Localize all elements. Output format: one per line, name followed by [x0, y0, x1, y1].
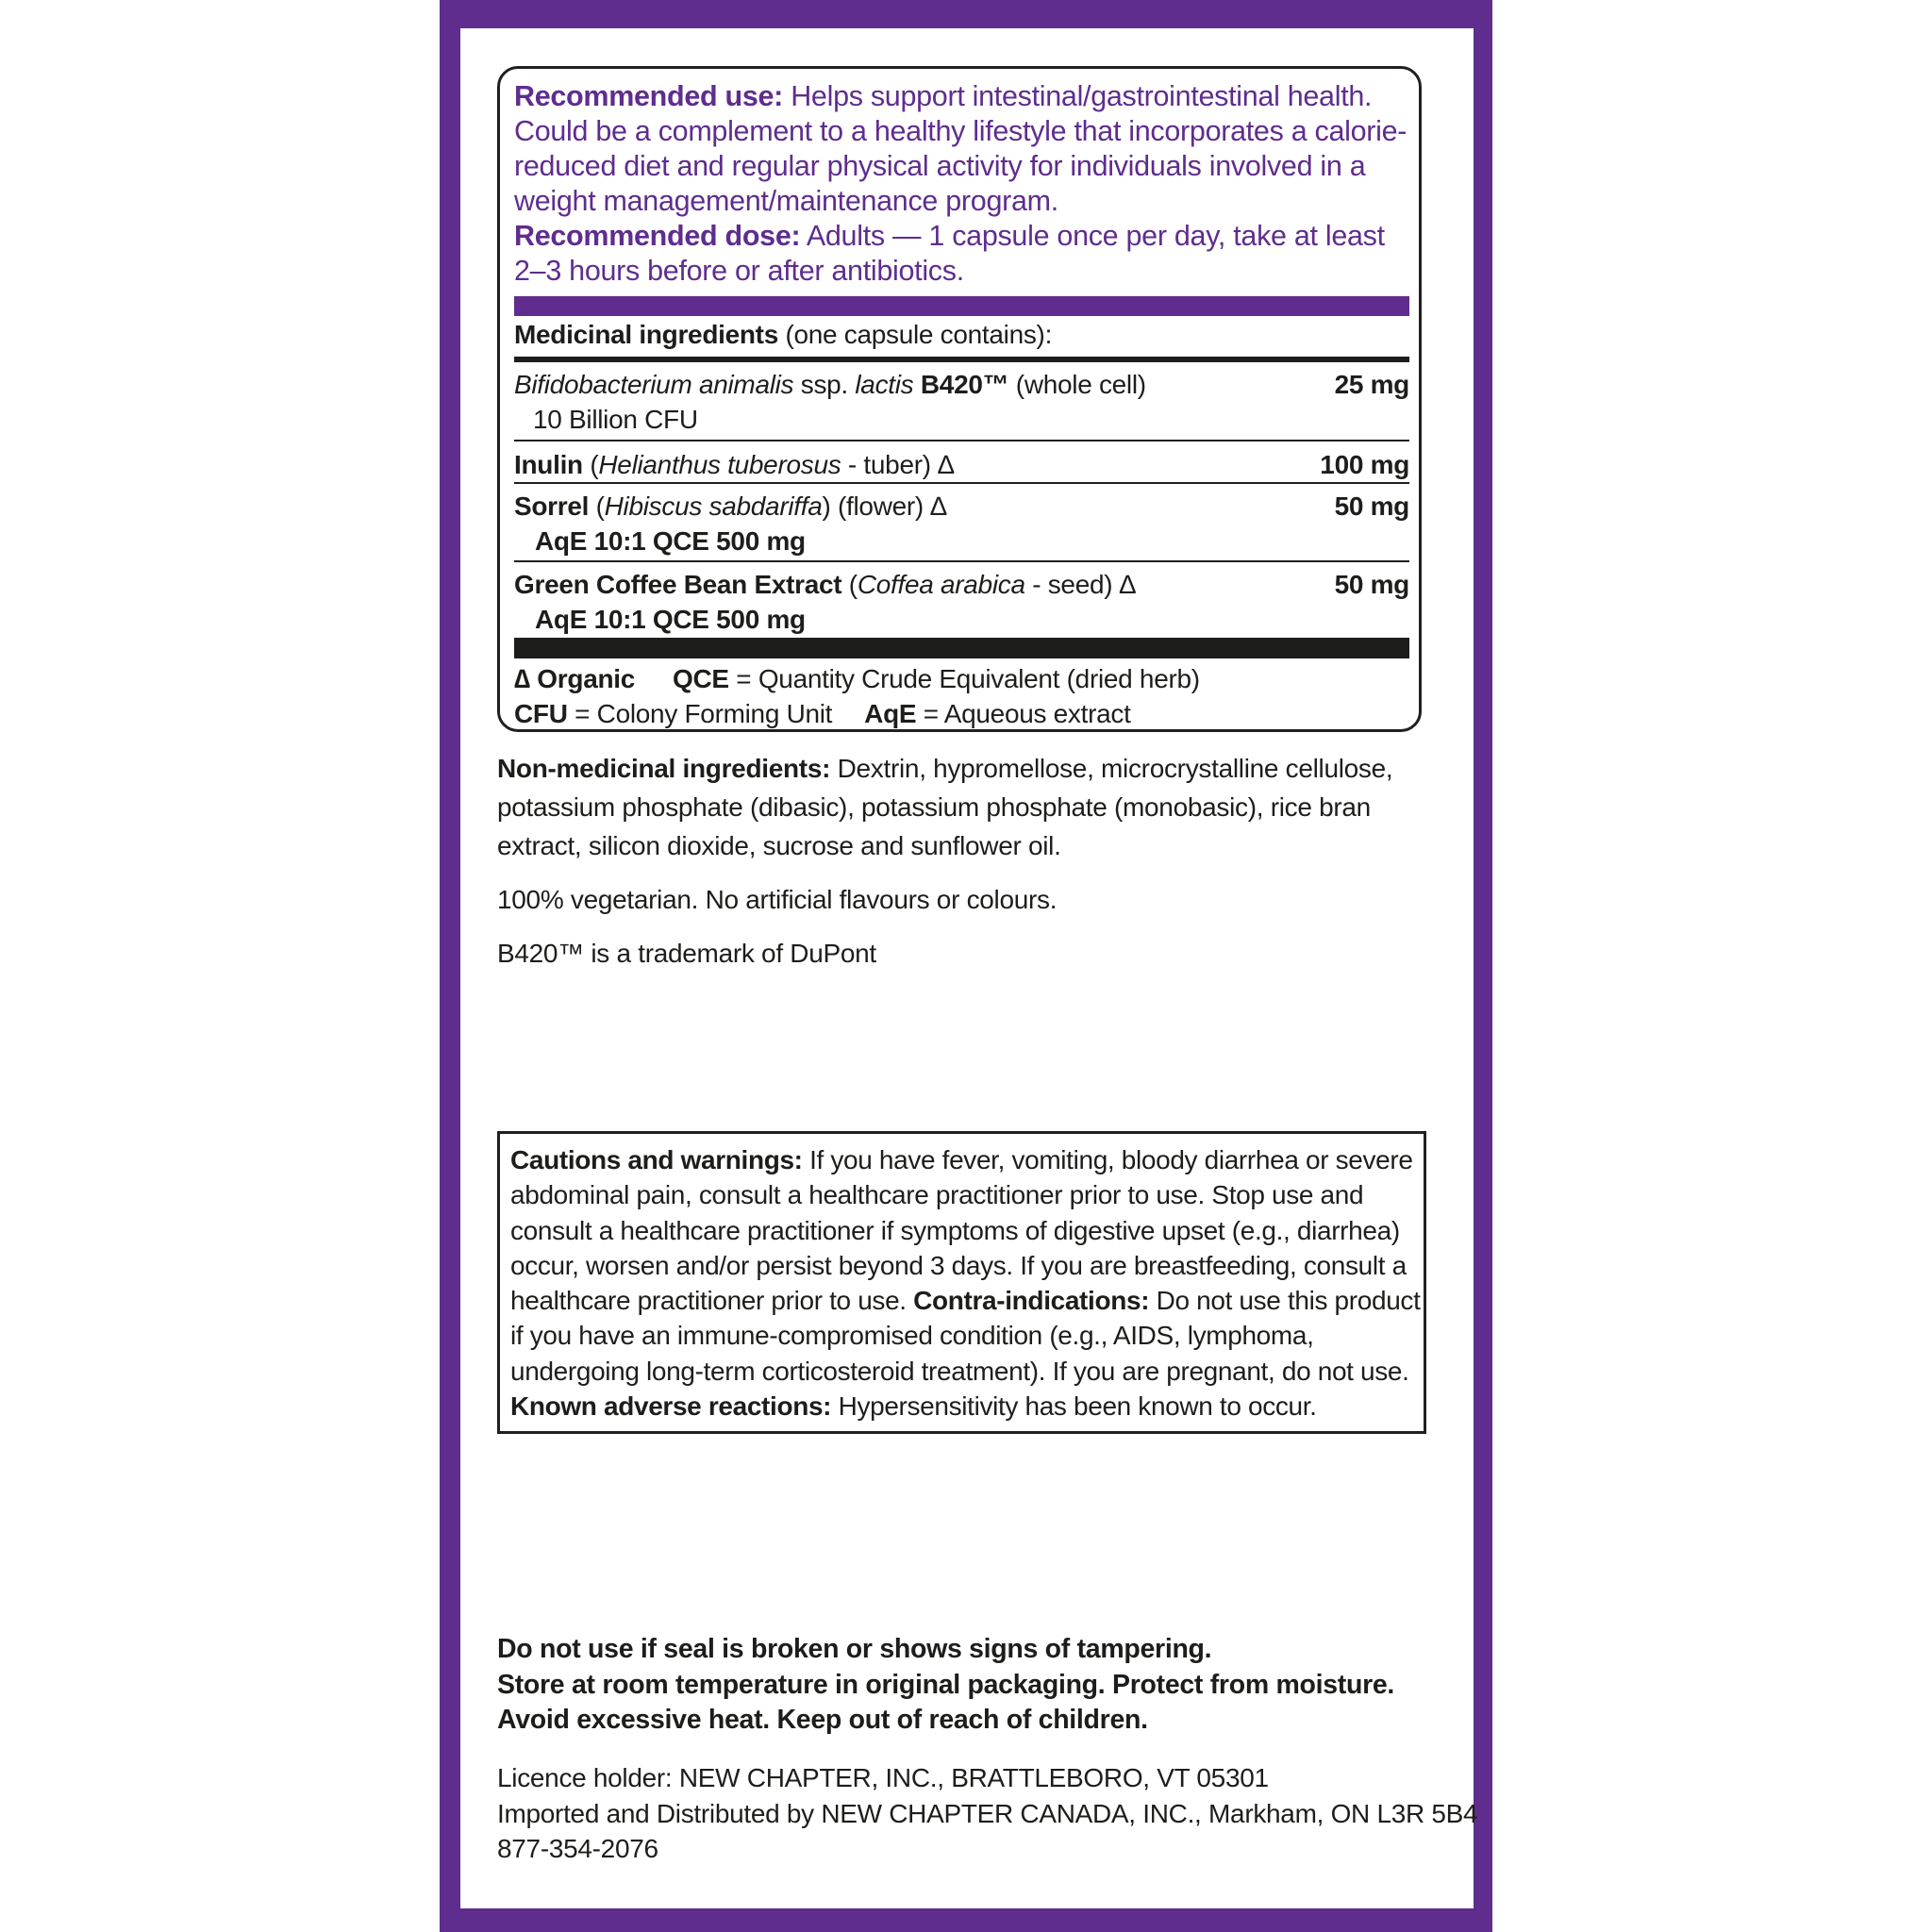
ingredient-name-bold: B420™	[913, 370, 1009, 399]
recommended-use-text: Helps support intestinal/gastrointestinal health. Could be a complement to a healthy lifestyle that incorporates a calorie-reduced diet and regular physical activity for individuals involved in a weight management/maintenance program.	[514, 80, 1407, 217]
legend-qce-text: = Quantity Crude Equivalent (dried herb)	[728, 664, 1200, 693]
non-medicinal-label: Non-medicinal ingredients:	[497, 754, 831, 783]
row-divider	[514, 560, 1409, 562]
recommended-dose-label: Recommended dose:	[514, 220, 801, 252]
non-medicinal-ingredients	[497, 749, 1431, 865]
phone-number: 877-354-2076	[497, 1834, 658, 1863]
ingredient-sub: AqE 10:1 QCE 500 mg	[535, 605, 806, 634]
recommended-dose-text: Adults — 1 capsule once per day, take at least 2–3 hours before or after antibiotics.	[514, 220, 1385, 287]
legend-line-2	[514, 696, 1131, 731]
storage-line: Avoid excessive heat. Keep out of reach of children.	[497, 1705, 1148, 1735]
contra-indications-label: Contra-indications:	[913, 1286, 1150, 1316]
ingredient-amount: 50 mg	[1334, 570, 1409, 599]
ingredient-amount: 25 mg	[1334, 370, 1409, 399]
trademark-statement: B420™ is a trademark of DuPont	[497, 939, 876, 968]
medicinal-heading-bold: Medicinal ingredients	[514, 320, 778, 349]
ingredient-amount: 100 mg	[1320, 450, 1409, 479]
ingredient-sub: AqE 10:1 QCE 500 mg	[535, 526, 806, 556]
storage-line: Do not use if seal is broken or shows signs of tampering.	[497, 1634, 1212, 1664]
distributor: Imported and Distributed by NEW CHAPTER CANADA, INC., Markham, ON L3R 5B4	[497, 1798, 1478, 1828]
ingredient-name-italic: lactis	[855, 370, 914, 399]
ingredient-name-rest: ) (flower) ∆	[822, 491, 947, 521]
contra-indications-text: Do not use this product if you have an immune-compromised condition (e.g., AIDS, lymphoma, undergoing long-term corticosteroid treatment). If you are pregnant, do not use.	[510, 1286, 1421, 1386]
storage-line: Store at room temperature in original packaging. Protect from moisture.	[497, 1669, 1395, 1700]
storage-instructions	[497, 1632, 1431, 1739]
recommended-section	[514, 79, 1410, 289]
purple-divider	[514, 296, 1409, 316]
legend-line-1	[514, 661, 1200, 696]
non-medicinal-text: Dextrin, hypromellose, microcrystalline cellulose, potassium phosphate (dibasic), potassium phosphate (monobasic), rice bran extract, silicon dioxide, sucrose and sunflower oil.	[497, 754, 1393, 860]
warnings-text	[510, 1142, 1421, 1424]
ingredient-row	[514, 567, 1409, 637]
ingredient-name-rest: (whole cell)	[1008, 370, 1146, 399]
medicinal-heading	[514, 318, 1052, 352]
ingredient-sub: 10 Billion CFU	[533, 405, 698, 434]
ingredient-name-rest: - tuber) ∆	[841, 450, 955, 479]
ingredient-row	[514, 489, 1409, 558]
adverse-reactions-text: Hypersensitivity has been known to occur.	[831, 1391, 1317, 1422]
ingredient-name-italic: Helianthus tuberosus	[598, 450, 841, 479]
ingredient-row	[514, 447, 1409, 482]
ingredient-name-mid: ssp.	[793, 370, 856, 399]
ingredient-name-italic: Coffea arabica	[857, 570, 1025, 599]
legend-cfu-text: = Colony Forming Unit	[567, 699, 833, 728]
ingredient-name-italic: Hibiscus sabdariffa	[604, 491, 823, 521]
black-divider	[514, 638, 1409, 658]
ingredient-name-pre: (	[841, 570, 858, 599]
row-divider	[514, 482, 1409, 484]
legend-qce-label: QCE	[673, 664, 729, 693]
legend-cfu-label: CFU	[514, 699, 568, 728]
medicinal-heading-rest: (one capsule contains):	[777, 320, 1053, 349]
cautions-label: Cautions and warnings:	[510, 1145, 803, 1174]
recommended-use-label: Recommended use:	[514, 80, 784, 112]
legend-aqe-text: = Aqueous extract	[916, 699, 1131, 728]
ingredient-amount: 50 mg	[1334, 491, 1409, 521]
ingredient-name-pre: (	[589, 491, 605, 521]
licence-info	[497, 1760, 1478, 1867]
licence-holder: Licence holder: NEW CHAPTER, INC., BRATTLEBORO, VT 05301	[497, 1763, 1269, 1792]
vegetarian-statement: 100% vegetarian. No artificial flavours or colours.	[497, 885, 1058, 914]
cautions-text: If you have fever, vomiting, bloody diarrhea or severe abdominal pain, consult a healthcare practitioner prior to use. Stop use and consult a healthcare practitioner if symptoms of digestive upset (e.g., diarrhea) occur, worsen and/or persist beyond 3 days. If you are breastfeeding, consult a healthcare practitioner prior to use.	[510, 1145, 1413, 1316]
adverse-reactions-label: Known adverse reactions:	[510, 1391, 832, 1422]
ingredient-name-bold: Inulin	[514, 450, 583, 479]
ingredient-name-pre: (	[582, 450, 599, 479]
row-divider	[514, 440, 1409, 441]
legend-organic: ∆ Organic	[514, 664, 636, 693]
ingredient-name-rest: - seed) ∆	[1024, 570, 1136, 599]
ingredient-name-italic: Bifidobacterium animalis	[514, 370, 794, 399]
ingredient-name-bold: Green Coffee Bean Extract	[514, 570, 842, 599]
ingredient-row	[514, 367, 1409, 437]
ingredient-name-bold: Sorrel	[514, 491, 590, 521]
thick-divider	[514, 357, 1409, 362]
legend-aqe-label: AqE	[864, 699, 917, 728]
